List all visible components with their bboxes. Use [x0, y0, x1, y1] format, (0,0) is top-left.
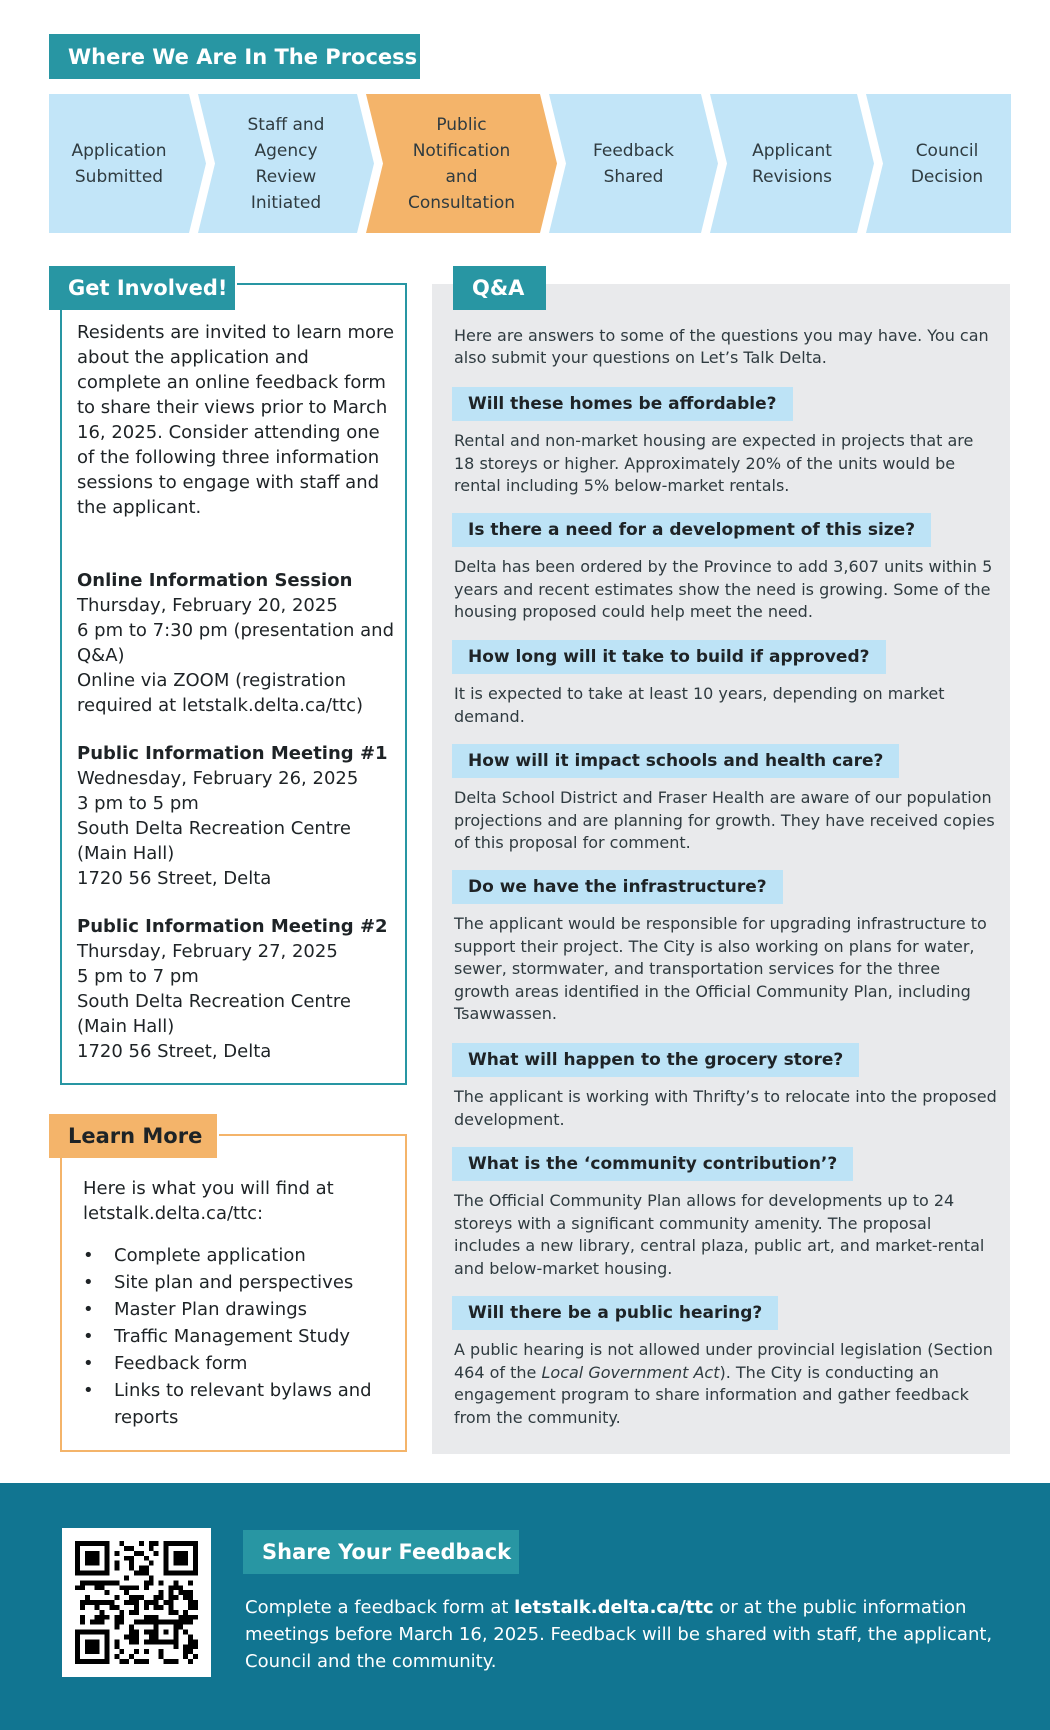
qa-question: Do we have the infrastructure? [452, 870, 783, 904]
share-feedback-title: Share Your Feedback [243, 1530, 519, 1574]
qa-question: Will there be a public hearing? [452, 1296, 778, 1330]
qa-item-schools [452, 744, 997, 855]
process-title: Where We Are In The Process [49, 34, 420, 79]
qa-answer: Delta has been ordered by the Province to add 3,607 units within 5 years and recent estimates show the need is growing. Some of the housing proposed could help meet the need. [454, 557, 993, 621]
act-title: Local Government Act [541, 1362, 720, 1382]
qa-question: What will happen to the grocery store? [452, 1043, 859, 1077]
process-step-1: Application Submitted [71, 140, 167, 187]
qa-item-contribution [452, 1147, 997, 1280]
qa-answer: Rental and non-market housing are expected in projects that are 18 storeys or higher. Approximately 20% of the units would be rental including 5% below-market rentals. [454, 431, 974, 495]
list-item: • Feedback form [83, 1350, 393, 1377]
list-item: • Site plan and perspectives [83, 1269, 393, 1296]
learn-more-intro: Here is what you will find at letstalk.delta.ca/ttc: [83, 1178, 334, 1224]
session-time: 6 pm to 7:30 pm (presentation and Q&A) [77, 620, 395, 666]
list-item: • Master Plan drawings [83, 1296, 393, 1323]
session-meeting-1 [77, 741, 397, 891]
qr-code[interactable] [62, 1528, 211, 1677]
process-steps [49, 94, 1011, 233]
qa-question: Is there a need for a development of this size? [452, 513, 931, 547]
qa-title: Q&A [453, 266, 546, 310]
session-address: 1720 56 Street, Delta [77, 1041, 272, 1062]
list-item: • Complete application [83, 1242, 393, 1269]
session-address: 1720 56 Street, Delta [77, 868, 272, 889]
process-step-4: Feedback Shared [593, 140, 674, 187]
session-location: Online via ZOOM (registration required at letstalk.delta.ca/ttc) [77, 670, 364, 716]
session-location: South Delta Recreation Centre (Main Hall) [77, 991, 351, 1037]
get-involved-intro: Residents are invited to learn more about the application and complete an online feedback form to share their views prior to March 16, 2025. Consider attending one of the following three information sessions to engage with staff and the applicant. [77, 322, 395, 518]
session-date: Thursday, February 20, 2025 [77, 595, 338, 616]
process-step-5: Applicant Revisions [752, 140, 832, 187]
qa-answer: Delta School District and Fraser Health are aware of our population projections and are planning for growth. They have received copies of this proposal for comment. [454, 788, 995, 852]
qa-item-grocery [452, 1043, 997, 1131]
qa-item-build-time [452, 640, 997, 728]
share-feedback-text: Complete a feedback form at letstalk.delta.ca/ttc or at the public information meetings before March 16, 2025. Feedback will be shared with staff, the applicant, Council and the community. [245, 1597, 993, 1672]
session-time: 5 pm to 7 pm [77, 966, 199, 987]
session-location: South Delta Recreation Centre (Main Hall) [77, 818, 351, 864]
qa-answer: It is expected to take at least 10 years, depending on market demand. [454, 684, 945, 726]
qa-answer: The applicant would be responsible for upgrading infrastructure to support their project. The City is also working on plans for water, sewer, stormwater, and transportation services for the three growth areas identified in the Official Community Plan, including Tsawwassen. [454, 914, 987, 1023]
get-involved-title: Get Involved! [49, 266, 235, 310]
qa-answer: The Official Community Plan allows for developments up to 24 storeys with a significant community amenity. The proposal includes a new library, central plaza, public art, and market-rental and below-market housing. [454, 1191, 985, 1278]
qa-item-need [452, 513, 997, 624]
session-date: Thursday, February 27, 2025 [77, 941, 338, 962]
session-title: Online Information Session [77, 570, 353, 591]
process-step-2: Staff and Agency Review Initiated [247, 114, 325, 213]
session-title: Public Information Meeting #2 [77, 916, 388, 937]
qa-item-public-hearing [452, 1296, 997, 1429]
qa-answer: The applicant is working with Thrifty’s to relocate into the proposed development. [454, 1087, 997, 1129]
qr-code-icon [75, 1541, 198, 1664]
list-item: • Links to relevant bylaws and reports [83, 1377, 393, 1431]
qa-answer: A public hearing is not allowed under provincial legislation (Section 464 of the Local Government Act). The City is conducting an engagement program to share information and gather feedback from the community. [454, 1340, 993, 1427]
list-item: • Traffic Management Study [83, 1323, 393, 1350]
feedback-link[interactable]: letstalk.delta.ca/ttc [514, 1597, 714, 1618]
session-title: Public Information Meeting #1 [77, 743, 388, 764]
learn-more-title: Learn More [49, 1114, 217, 1158]
session-time: 3 pm to 5 pm [77, 793, 199, 814]
session-meeting-2 [77, 914, 397, 1064]
qa-question: How will it impact schools and health care? [452, 744, 899, 778]
process-step-3: Public Notification and Consultation [407, 114, 516, 213]
qa-question: What is the ‘community contribution’? [452, 1147, 853, 1181]
qa-item-infrastructure [452, 870, 997, 1026]
process-step-6: Council Decision [910, 140, 984, 187]
qa-intro: Here are answers to some of the questions you may have. You can also submit your questions on Let’s Talk Delta. [454, 326, 989, 367]
learn-more-list [83, 1242, 393, 1431]
qa-item-affordable [452, 387, 997, 498]
qa-question: Will these homes be affordable? [452, 387, 793, 421]
qa-question: How long will it take to build if approved? [452, 640, 886, 674]
session-date: Wednesday, February 26, 2025 [77, 768, 359, 789]
session-online [77, 568, 397, 718]
